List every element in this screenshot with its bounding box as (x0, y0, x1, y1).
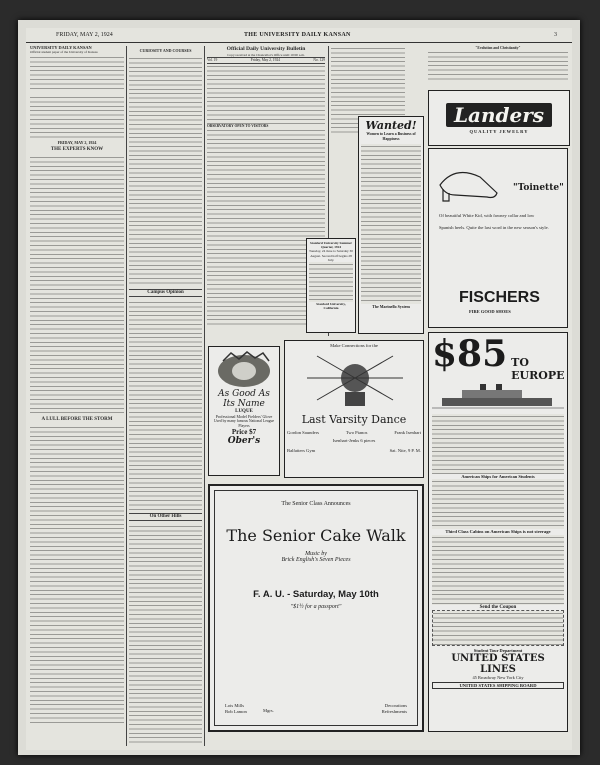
paper-subtitle: Official student paper of the University of Kansas (30, 50, 98, 55)
cakewalk-music-label: Music by (305, 551, 327, 557)
europe-price: $85 (432, 333, 508, 375)
stanford-title: Stanford University Summer Quarter, 1924 (309, 241, 352, 250)
wanted-footer: The Marinello System (372, 304, 410, 310)
europe-ships-heading: American Ships for American Students (461, 474, 535, 479)
varsity-band: Isenhart-Jenks 6 pieces (332, 438, 376, 443)
europe-address: 45 Broadway New York City (472, 674, 524, 680)
wanted-ad (358, 116, 424, 334)
landers-ad (428, 90, 570, 146)
europe-ad (428, 332, 568, 732)
wanted-body (361, 144, 421, 304)
column-two (129, 46, 202, 746)
europe-agent: UNITED STATES SHIPPING BOARD (432, 682, 564, 689)
stanford-ad (306, 238, 356, 333)
toinette-desc1: Of beautiful White Kid, with fawney collar and low (439, 213, 535, 218)
dateline: FRIDAY, MAY 2, 1924 (57, 139, 97, 145)
curiosity-body (129, 56, 202, 286)
stanford-body (309, 262, 353, 302)
cakewalk-event: F. A. U. - Saturday, May 10th (253, 589, 379, 600)
toinette-desc2: Spanish heels. Quite the last word in the new season's style. (439, 225, 549, 230)
editorial-body (30, 155, 124, 415)
varsity-right: Frank Isenhart (394, 430, 421, 435)
glove-headline: As Good As Its Name (218, 389, 270, 409)
notice-text (30, 95, 124, 139)
obers-logo: Ober's (227, 436, 261, 447)
varsity-connect: Make Connections for the (330, 343, 378, 348)
bulletin-title: Official Daily University Bulletin (226, 46, 306, 52)
cakewalk-managers: Lois Mills Bob Lamon (225, 703, 247, 714)
europe-coupon-heading: Send the Coupon (479, 604, 517, 610)
observatory-heading: OBSERVATORY OPEN TO VISITORS (207, 123, 269, 128)
wanted-sub: Women to Learn a Business of Happiness (366, 132, 416, 141)
glove-desc: Professional Model Fielders' Glove (215, 414, 273, 419)
cakewalk-intro: The Senior Class Announces (281, 501, 351, 507)
other-hills-body (129, 524, 202, 744)
column-rule (204, 46, 205, 746)
lull-body (30, 425, 124, 725)
evolution-notice (428, 46, 568, 86)
campus-opinion-body (129, 300, 202, 510)
paper-title: UNIVERSITY DAILY KANSAN (30, 46, 92, 50)
page-header (26, 28, 572, 43)
shoe-illustration (435, 155, 505, 205)
bulletin-sub: Copy received at the Chancellor's Office until 10:00 a.m. (227, 53, 305, 57)
column-editorial (30, 46, 124, 746)
bulletin-number: No. 129 (313, 58, 325, 63)
varsity-mid: Two Pianos (345, 430, 368, 435)
toinette-ad (428, 148, 568, 328)
cakewalk-music: Brick English's Seven Pieces (281, 557, 351, 563)
landers-logo: Landers (446, 103, 552, 127)
varsity-footer (287, 448, 421, 453)
fischers-tag: FIRE GOOD SHOES (469, 309, 511, 314)
glove-illustration (211, 349, 277, 389)
column-rule (126, 46, 127, 746)
cakewalk-managers-tag: Mgrs. (263, 708, 274, 713)
cakewalk-title: The Senior Cake Walk (226, 526, 406, 545)
ship-illustration (432, 384, 564, 412)
newspaper-page (26, 28, 572, 750)
glove-used: Used by many famous National League Players (213, 419, 275, 428)
varsity-time: Sat. Nite, 9 P. M. (389, 448, 421, 453)
glove-ad (208, 346, 280, 476)
newspaper-scan (18, 20, 580, 755)
bulletin-vol: Vol. 19 (207, 58, 218, 63)
lull-heading: A LULL BEFORE THE STORM (41, 417, 113, 423)
staff-listing (30, 55, 124, 91)
europe-intro (432, 414, 564, 474)
wanted-title: Wanted! (365, 119, 417, 132)
bulletin-date: Friday, May 2, 1924 (250, 58, 280, 63)
varsity-performers (287, 430, 421, 435)
cake-walk-ad (208, 484, 424, 732)
stanford-footer: Stanford University, California (316, 302, 346, 311)
europe-coupon (432, 610, 564, 646)
varsity-venue: Balfatters Gym (287, 448, 316, 453)
europe-destination: TO EUROPE (511, 356, 565, 382)
europe-lines: UNITED STATES LINES (451, 652, 545, 675)
landers-tag: QUALITY JEWELRY (469, 128, 529, 134)
cakewalk-extras: Decorations Refreshments (381, 703, 407, 714)
varsity-left: Gordon Saunders (287, 430, 320, 435)
lantern-illustration (287, 348, 423, 408)
europe-headline (432, 333, 565, 382)
campus-opinion-heading: Campus Opinion (129, 289, 202, 297)
europe-ships-body (432, 479, 564, 529)
evolution-heading: "Evolution and Christianity" (475, 46, 521, 50)
page-number: 3 (554, 32, 557, 38)
fischers-logo: FISCHERS (459, 289, 540, 306)
editorial-heading: THE EXPERTS KNOW (50, 147, 104, 153)
glove-brand: LUQUE (235, 409, 253, 414)
cakewalk-price: "$1½ for a passport" (290, 604, 342, 610)
europe-third-class: Third Class Cabins on American Ships is not steerage (445, 529, 551, 534)
bulletin-notice (207, 64, 325, 124)
europe-third-body (432, 535, 564, 605)
other-hills-heading: On Other Hills (129, 513, 202, 521)
varsity-dance-ad (284, 340, 424, 478)
masthead: THE UNIVERSITY DAILY KANSAN (244, 32, 351, 38)
stanford-dates: Tuesday, 24 June to Saturday 30 August. Second half begins 28 July. (309, 249, 353, 262)
curiosity-heading: CURIOSITY AND COURSES (139, 48, 192, 53)
varsity-title: Last Varsity Dance (301, 413, 407, 426)
toinette-title: "Toinette" (513, 183, 564, 193)
europe-dept: Student Tour Department (473, 647, 523, 653)
glove-price: Price $7 (231, 428, 257, 437)
header-date: FRIDAY, MAY 2, 1924 (56, 32, 113, 38)
